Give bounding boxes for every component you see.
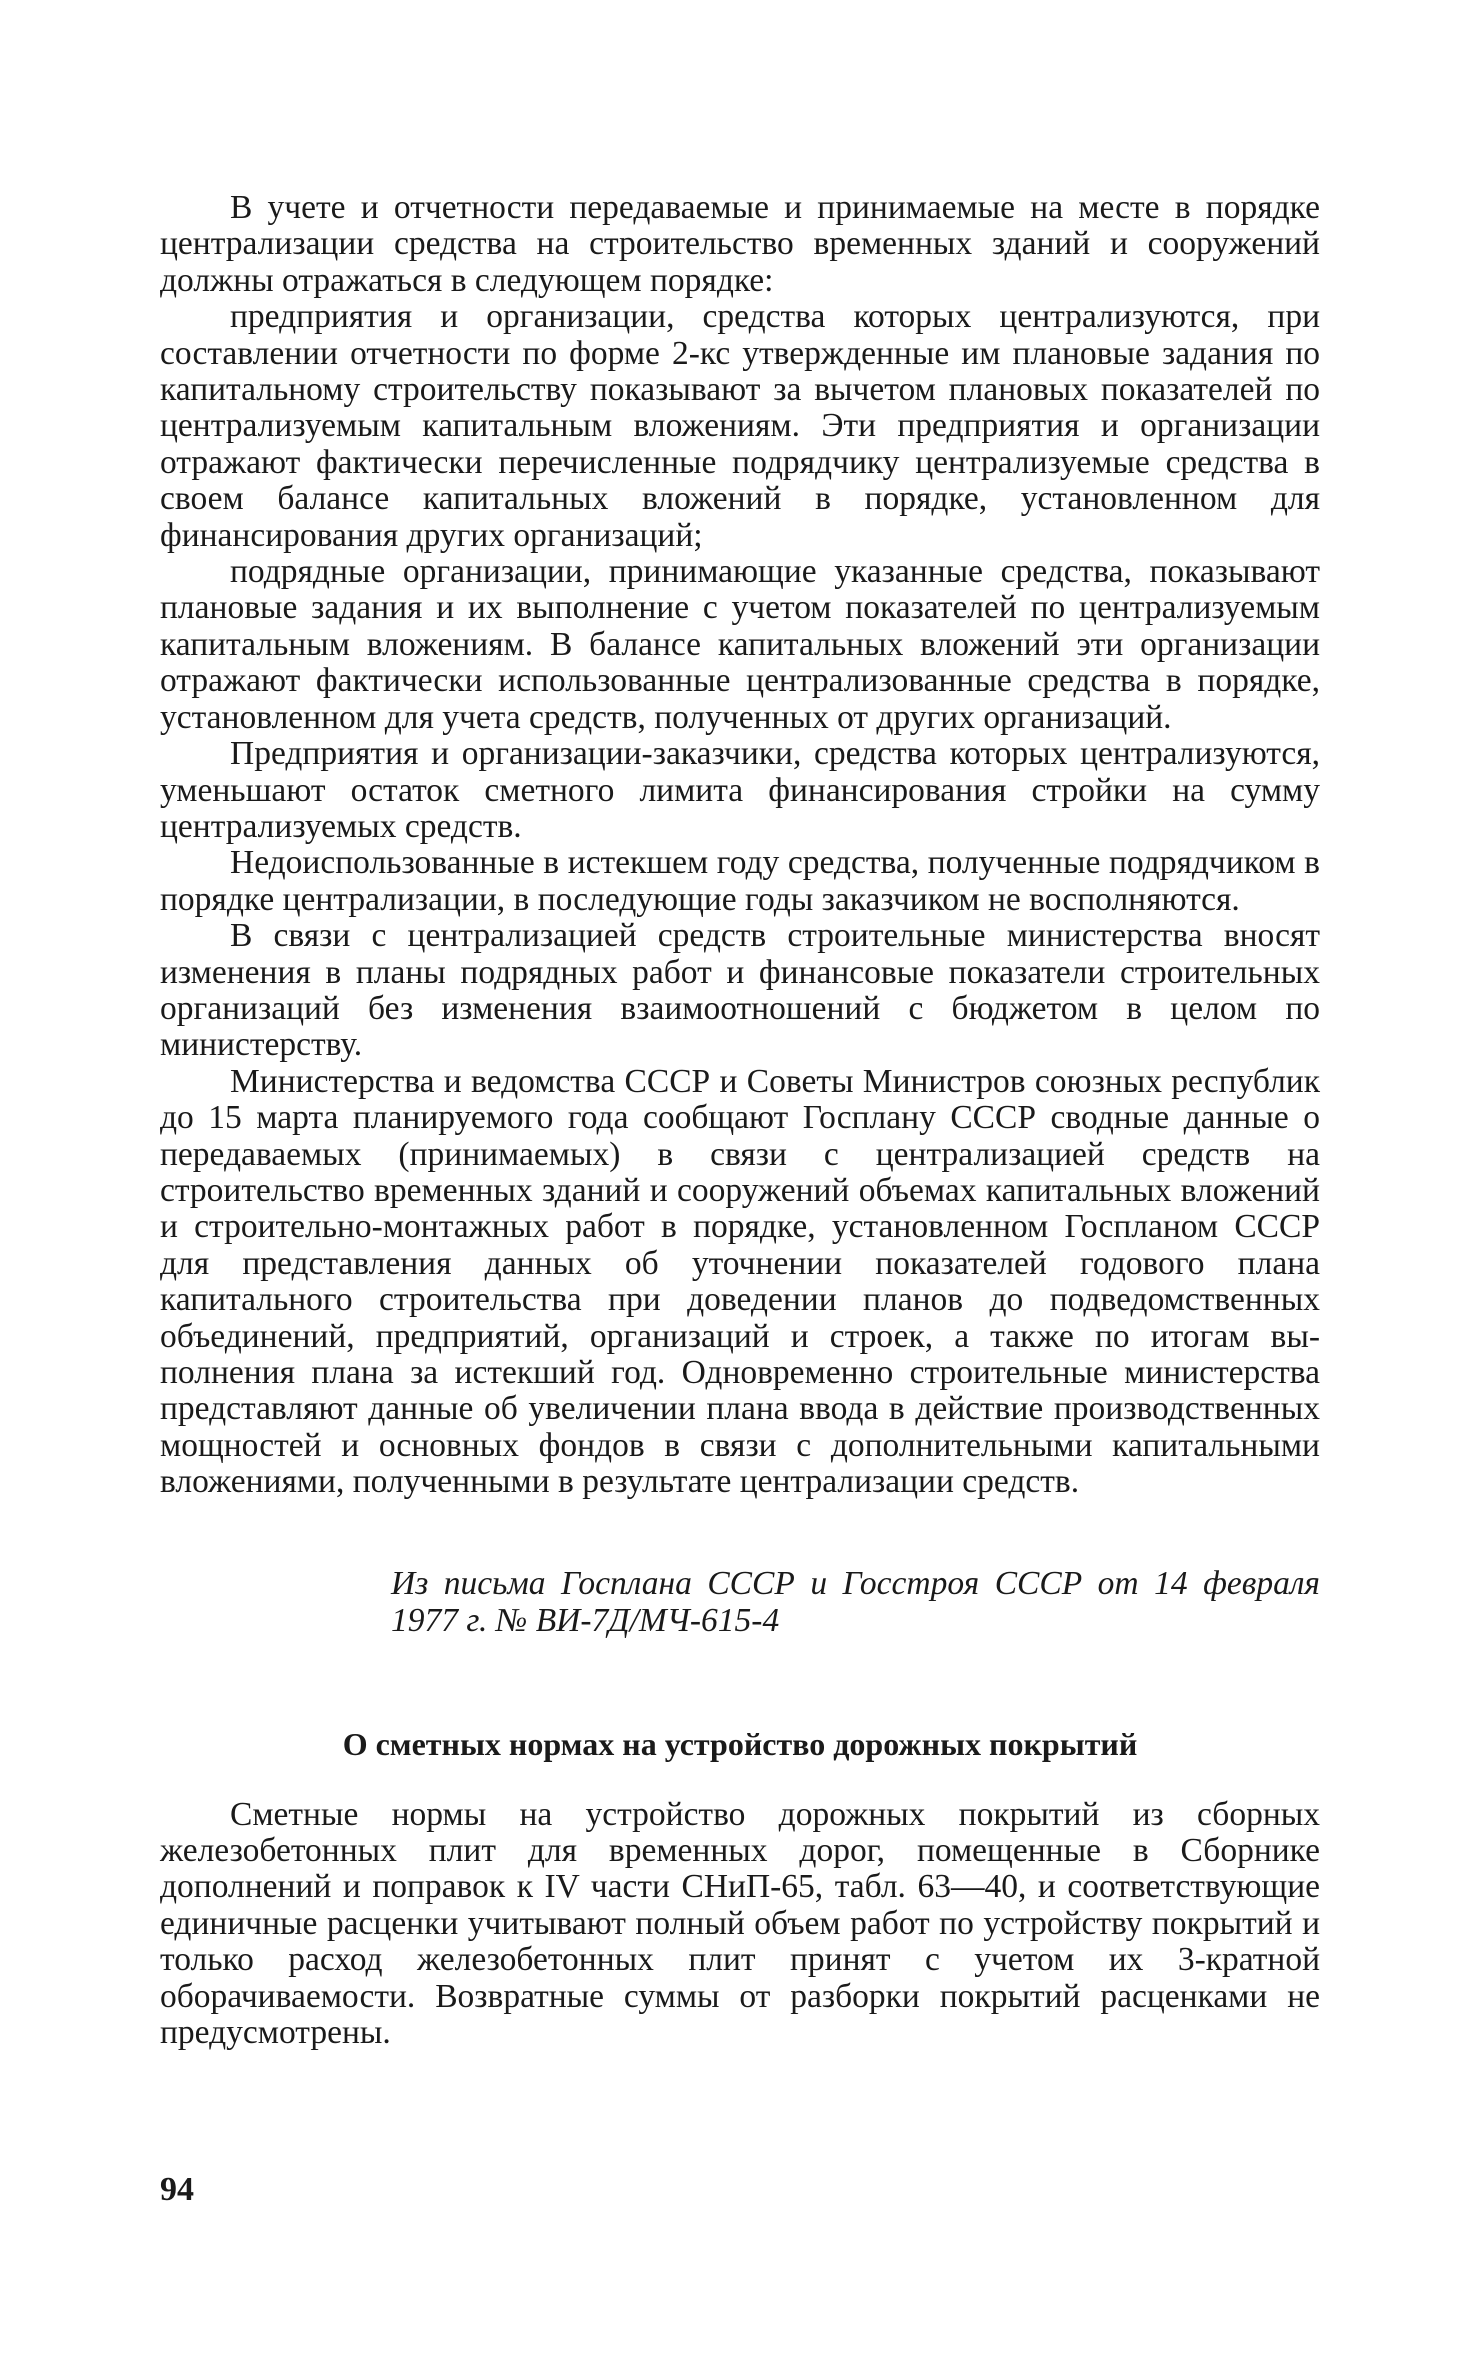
paragraph: Сметные нормы на устройство дорожных покрытий из сборных железобетонных плит для временных дорог, помещенные в Сборнике дополнений и поправок к IV части СНиП-65, табл. 63—40, и соответствующие единичные расценки учитывают полный объем работ по устройству покрытий и только расход железобетонных плит принят с учетом их 3-кратной оборачиваемости. Возвратные суммы от разборки покрытий расценками не предусмотрены. (160, 1795, 1320, 2052)
document-page (160, 190, 1320, 2051)
main-text (160, 190, 1320, 1501)
paragraph: Недоиспользованные в истекшем году средства, полученные подрядчиком в порядке централизации, в последующие годы заказчиком не восполняются. (160, 844, 1320, 918)
paragraph: Предприятия и организации-заказчики, средства которых централизуются, уменьшают остаток сметного лимита финансирования стройки на сумму централизуемых средств. (160, 735, 1320, 845)
paragraph: Министерства и ведомства СССР и Советы Министров союзных республик до 15 марта планируемого года сообщают Госплану СССР сводные данные о передаваемых (принимаемых) в связи с централизацией средств на строительство временных зданий и сооружений объемах капитальных вложений и строительно-монтажных работ в порядке, установленном Госпланом СССР для представления данных об уточнении показателей годового плана капитального строительства при доведении планов до подведомственных объединений, предприятий, организаций и строек, а также по итогам выполнения плана за истекший год. Одновременно строительные министерства представляют данные об увеличении плана ввода в действие производственных мощностей и основных фондов в связи с дополнительными капитальными вложениями, полученными в результате централизации средств. (160, 1062, 1320, 1501)
paragraph: В учете и отчетности передаваемые и принимаемые на месте в порядке централизации средства на строительство временных зданий и сооружений должны отражаться в следующем порядке: (160, 189, 1320, 299)
source-citation: Из письма Госплана СССР и Госстроя СССР от 14 февраля 1977 г. № ВИ-7Д/МЧ-615-4 (391, 1564, 1320, 1639)
paragraph: подрядные организации, принимающие указанные средства, показывают плановые задания и их выполнение с учетом показателей по централизуемым капитальным вложениям. В балансе капитальных вложений эти организации отражают фактически использованные централизованные средства в порядке, установленном для учета средств, полученных от других организаций. (160, 553, 1320, 736)
paragraph: предприятия и организации, средства которых централизуются, при составлении отчетности по форме 2-кс утвержденные им плановые задания по капитальному строительству показывают за вычетом плановых показателей по централизуемым капитальным вложениям. Эти предприятия и организации отражают фактически перечисленные подрядчику централизуемые средства в своем балансе капитальных вложений в порядке, установленном для финансирования других организаций; (160, 298, 1320, 554)
section-text (160, 1797, 1320, 2052)
page-number: 94 (160, 2171, 194, 2208)
section-heading: О сметных нормах на устройство дорожных покрытий (342, 1725, 1138, 1762)
paragraph: В связи с централизацией средств строительные министерства вносят изменения в планы подрядных работ и финансовые показатели строительных организаций без изменения взаимоотношений с бюджетом в целом по министерству. (160, 917, 1320, 1064)
